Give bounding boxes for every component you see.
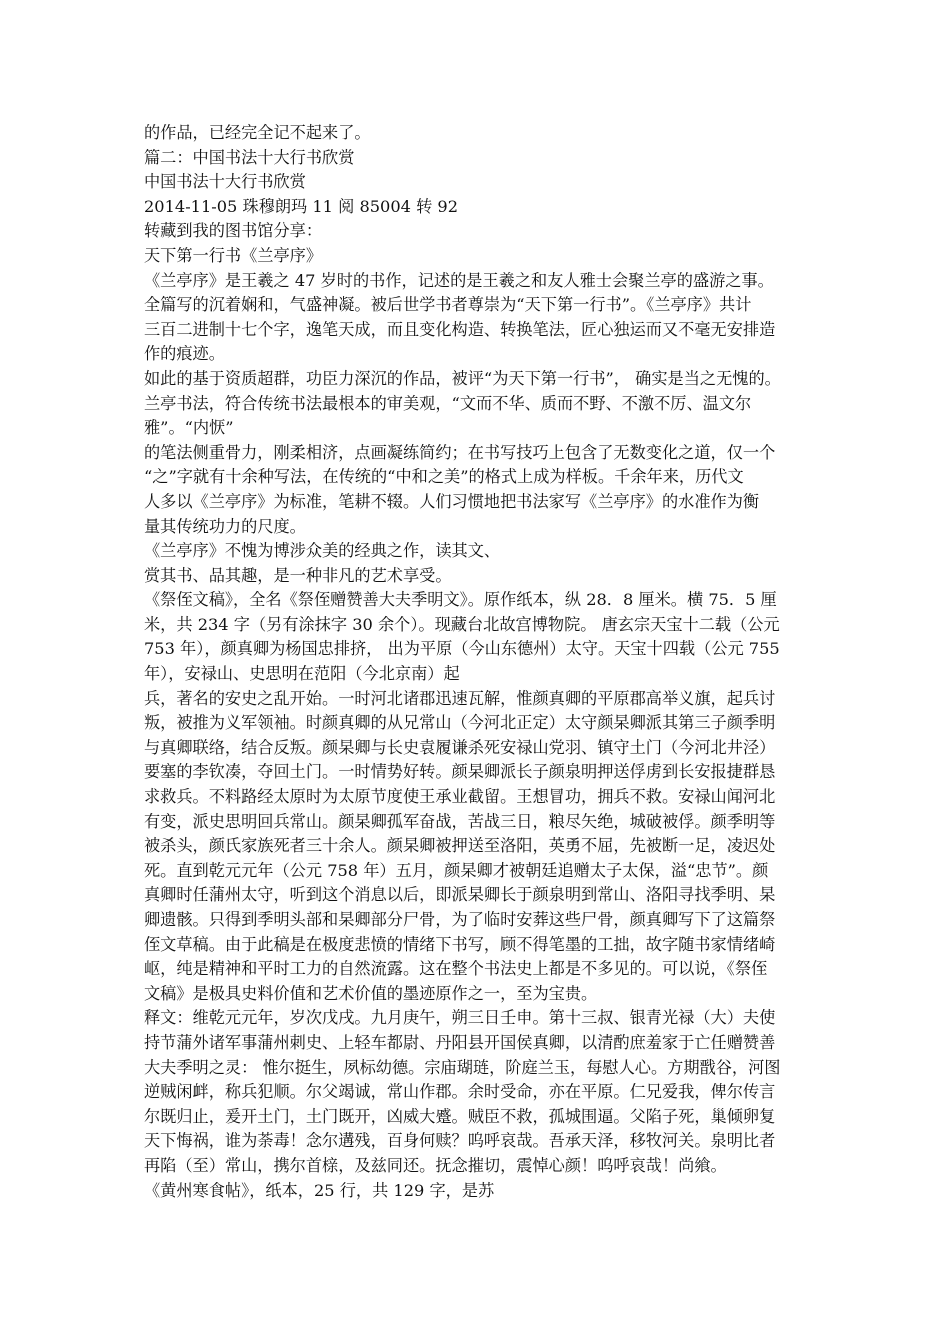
- text-line: 再陷（至）常山，携尔首榇，及兹同还。抚念摧切，震悼心颜！呜呼哀哉！尚飨。: [144, 1155, 727, 1175]
- text-line: 尔既归止，爰开土门，土门既开，凶威大蹙。贼臣不救，孤城围逼。父陷子死，巢倾卵复: [144, 1106, 776, 1126]
- subsection-title: 天下第一行书《兰亭序》: [144, 245, 323, 265]
- text-line: 兰亭书法，符合传统书法最根本的审美观，“文而不华、质而不野、不激不厉、温文尔: [144, 393, 752, 413]
- text-line: 人多以《兰亭序》为标准，笔耕不辍。人们习惯地把书法家写《兰亭序》的水准作为衡: [144, 491, 760, 511]
- text-line: 三百二进制十七个字，逸笔天成，而且变化构造、转换笔法，匠心独运而又不毫无安排造: [144, 319, 776, 339]
- article-title: 中国书法十大行书欣赏: [144, 172, 306, 192]
- text-line: 文稿》是极具史料价值和艺术价值的墨迹原作之一，至为宝贵。: [144, 983, 598, 1003]
- text-line: 死。直到乾元元年（公元 758 年）五月，颜杲卿才被朝廷追赠太子太保，溢“忠节”。颜: [144, 860, 769, 880]
- text-line: 真卿时任蒲州太守，听到这个消息以后，即派杲卿长于颜泉明到常山、洛阳寻找季明、杲: [144, 885, 776, 905]
- text-line: 释文：维乾元元年，岁次戊戌。九月庚午，朔三日壬申。第十三叔、银青光禄（大）夫使: [144, 1008, 776, 1028]
- text-line: 兵，著名的安史之乱开始。一时河北诸郡迅速瓦解，惟颜真卿的平原郡高举义旗，起兵讨: [144, 688, 776, 708]
- section-heading: 篇二：中国书法十大行书欣赏: [144, 147, 355, 167]
- text-line: 岖，纯是精神和平时工力的自然流露。这在整个书法史上都是不多见的。可以说，《祭侄: [144, 959, 768, 979]
- text-line: 《兰亭序》是王羲之 47 岁时的书作，记述的是王羲之和友人雅士会聚兰亭的盛游之事。: [144, 270, 774, 290]
- text-line: 与真卿联络，结合反叛。颜杲卿与长史袁履谦杀死安禄山党羽、镇守土门（今河北井泾）: [144, 737, 776, 757]
- text-line: 天下悔祸，谁为荼毒！念尔遘残，百身何赎？呜呼哀哉。吾承天泽，移牧河关。泉明比者: [144, 1131, 776, 1151]
- article-body: [144, 121, 824, 1203]
- share-line: 转藏到我的图书馆分享：: [144, 221, 323, 241]
- text-line: 全篇写的沉着娴和，气盛神凝。被后世学书者尊崇为“天下第一行书”。《兰亭序》共计: [144, 295, 752, 315]
- text-line: 的作品，已经完全记不起来了。: [144, 123, 371, 142]
- text-line: 年），安禄山、史思明在范阳（今北京南）起: [144, 664, 460, 684]
- text-line: 米，共 234 字（另有涂抹字 30 余个）。现藏台北故宫博物院。 唐玄宗天宝十二载（公元: [144, 614, 780, 634]
- text-line: 被杀头，颜氏家族死者三十余人。颜杲卿被押送至洛阳，英勇不屈，先被断一足，凌迟处: [144, 836, 776, 856]
- text-line: 大夫季明之灵： 惟尔挺生，夙标幼德。宗庙瑚琏，阶庭兰玉，每慰人心。方期戬谷，河图: [144, 1057, 781, 1077]
- text-line: 赏其书、品其趣，是一种非凡的艺术享受。: [144, 565, 452, 585]
- text-line: “之”字就有十余种写法，在传统的“中和之美”的格式上成为样板。千余年来，历代文: [144, 467, 744, 487]
- text-line: 要塞的李钦凑，夺回土门。一时情势好转。颜杲卿派长子颜泉明押送俘虏到长安报捷群恳: [144, 762, 776, 782]
- text-line: 《祭侄文稿》，全名《祭侄赠赞善大夫季明文》。原作纸本，纵 28．8 厘米。横 75．5 厘: [144, 590, 777, 610]
- text-line: 《兰亭序》不愧为博涉众美的经典之作，读其文、: [144, 541, 501, 561]
- text-line: 753 年），颜真卿为杨国忠排挤， 出为平原（今山东德州）太守。天宝十四载（公元 755: [144, 639, 780, 659]
- text-line: 持节蒲外诸军事蒲州刺史、上轻车都尉、丹阳县开国侯真卿，以清酌庶羞家于亡任赠赞善: [144, 1032, 776, 1052]
- text-line: 侄文草稿。由于此稿是在极度悲愤的情绪下书写，顾不得笔墨的工拙，故字随书家情绪崎: [144, 934, 776, 954]
- text-line: 的笔法侧重骨力，刚柔相济，点画凝练简约；在书写技巧上包含了无数变化之道，仅一个: [144, 442, 776, 462]
- text-line: 求救兵。不料路经太原时为太原节度使王承业截留。王想冒功，拥兵不救。安禄山闻河北: [144, 787, 776, 807]
- text-line: 量其传统功力的尺度。: [144, 516, 306, 536]
- text-line: 有变，派史思明回兵常山。颜杲卿孤军奋战，苦战三日，粮尽矢绝，城破被俘。颜季明等: [144, 811, 776, 831]
- text-line: 逆贼闲衅，称兵犯顺。尔父竭诚，常山作郡。余时受命，亦在平原。仁兄爱我，俾尔传言: [144, 1082, 776, 1102]
- text-line: 作的痕迹。: [144, 344, 225, 364]
- text-line: 雅”。“内恹”: [144, 418, 234, 438]
- text-line: 《黄州寒食帖》，纸本，25 行，共 129 字，是苏: [144, 1180, 495, 1200]
- article-meta: 2014-11-05 珠穆朗玛 11 阅 85004 转 92: [144, 196, 459, 216]
- text-line: 叛，被推为义军领袖。时颜真卿的从兄常山（今河北正定）太守颜杲卿派其第三子颜季明: [144, 713, 776, 733]
- text-line: 如此的基于资质超群，功臣力深沉的作品，被评“为天下第一行书”， 确实是当之无愧的。: [144, 368, 781, 388]
- text-line: 卿遗骸。只得到季明头部和杲卿部分尸骨，为了临时安葬这些尸骨，颜真卿写下了这篇祭: [144, 910, 776, 929]
